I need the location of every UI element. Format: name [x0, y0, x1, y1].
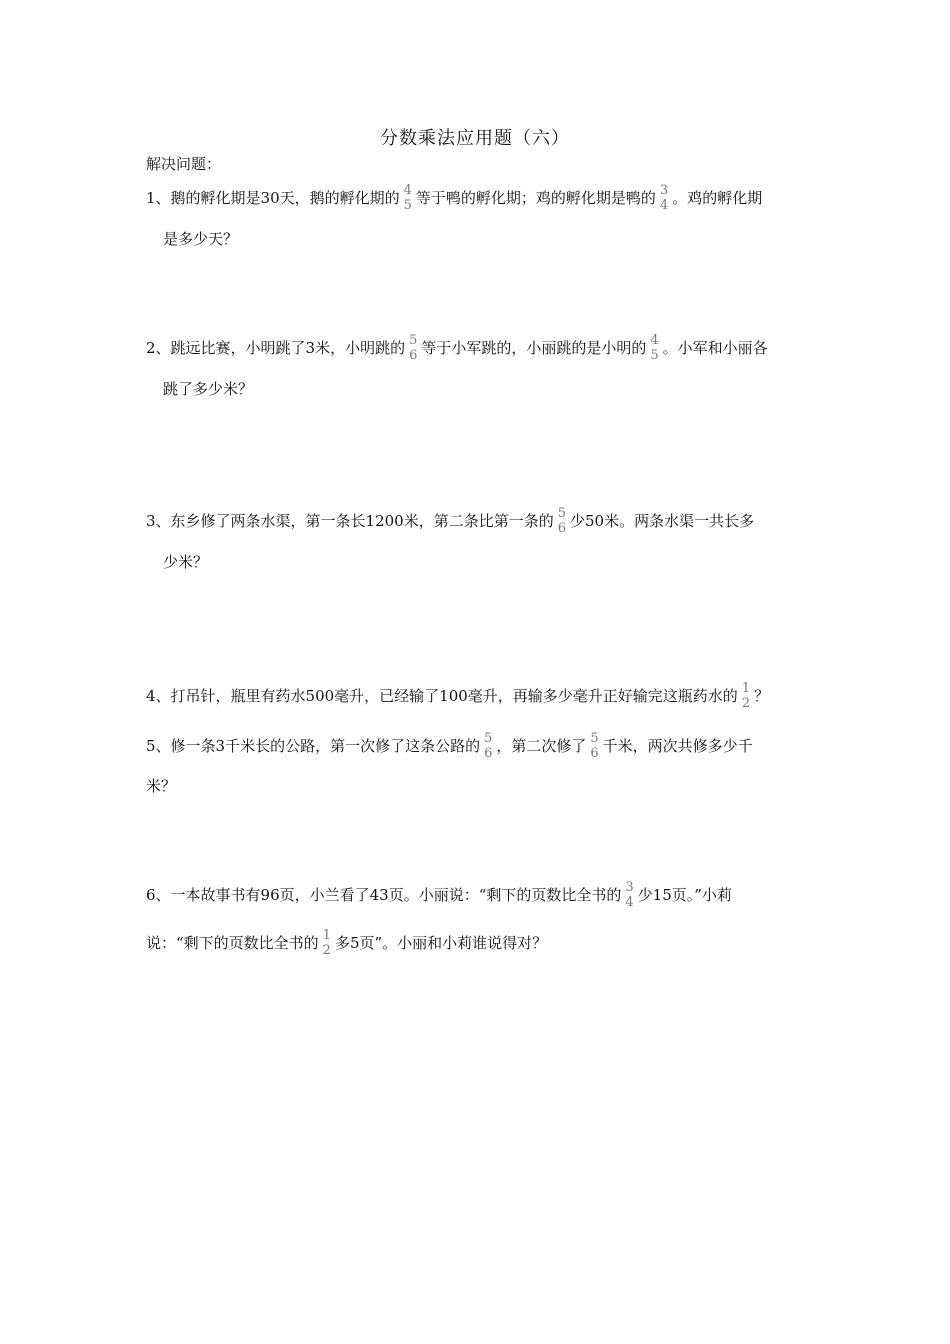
question-4-line-1	[146, 682, 769, 712]
question-6-text: 说：“剩下的页数比全书的	[146, 934, 319, 952]
question-1-text: 等于鸭的孵化期；鸡的孵化期是鸭的	[415, 189, 656, 207]
question-6-text: 6、一本故事书有96页，小兰看了43页。小丽说：“剩下的页数比全书的	[146, 886, 622, 904]
question-4-text: 4、打吊针，瓶里有药水500毫升，已经输了100毫升，再输多少毫升正好输完这瓶药水的	[146, 687, 738, 705]
question-5-text: 5、修一条3千米长的公路，第一次修了这条公路的	[146, 737, 481, 755]
question-1-line-2: 是多少天？	[163, 230, 239, 248]
question-5-line-2: 米？	[146, 777, 177, 795]
fraction: 5 6	[484, 731, 493, 761]
fraction: 1 2	[322, 928, 331, 958]
fraction: 4 5	[403, 183, 412, 213]
question-5-text: ，第二次修了	[496, 737, 587, 755]
fraction: 4 5	[650, 333, 659, 363]
question-5-line-1	[146, 732, 753, 762]
question-1-text: 1、鹅的孵化期是30天，鹅的孵化期的	[146, 189, 400, 207]
question-5-text: 千米，两次共修多少千	[602, 737, 753, 755]
fraction: 3 4	[659, 183, 669, 213]
fraction: 5 6	[409, 333, 418, 363]
question-2-line-2: 跳了多少米？	[163, 380, 254, 398]
question-3-text: 3、东乡修了两条水渠，第一条长1200米，第二条比第一条的	[146, 512, 554, 530]
fraction: 3 4	[625, 880, 634, 910]
question-6-line-2	[146, 929, 547, 959]
question-1-text: 。鸡的孵化期	[672, 189, 763, 207]
question-2-text: 。小军和小丽各	[662, 339, 768, 357]
question-3-line-1	[146, 507, 754, 537]
question-3-text: 少50米。两条水渠一共长多	[570, 512, 755, 530]
question-6-line-1	[146, 881, 732, 911]
question-2-text: 2、跳远比赛，小明跳了3米，小明跳的	[146, 339, 406, 357]
fraction: 5 6	[590, 731, 599, 761]
question-2-text: 等于小军跳的，小丽跳的是小明的	[421, 339, 647, 357]
fraction: 1 2	[741, 681, 751, 711]
question-1-line-1	[146, 184, 762, 214]
question-4-text: ？	[754, 687, 770, 705]
question-3-line-2: 少米？	[163, 553, 209, 571]
fraction: 5 6	[557, 506, 567, 536]
worksheet-title: 分数乘法应用题（六）	[380, 128, 570, 149]
question-6-text: 多5页”。小丽和小莉谁说得对？	[334, 934, 548, 952]
question-2-line-1	[146, 334, 768, 364]
question-6-text: 少15页。”小莉	[637, 886, 732, 904]
instruction: 解决问题：	[146, 155, 222, 173]
